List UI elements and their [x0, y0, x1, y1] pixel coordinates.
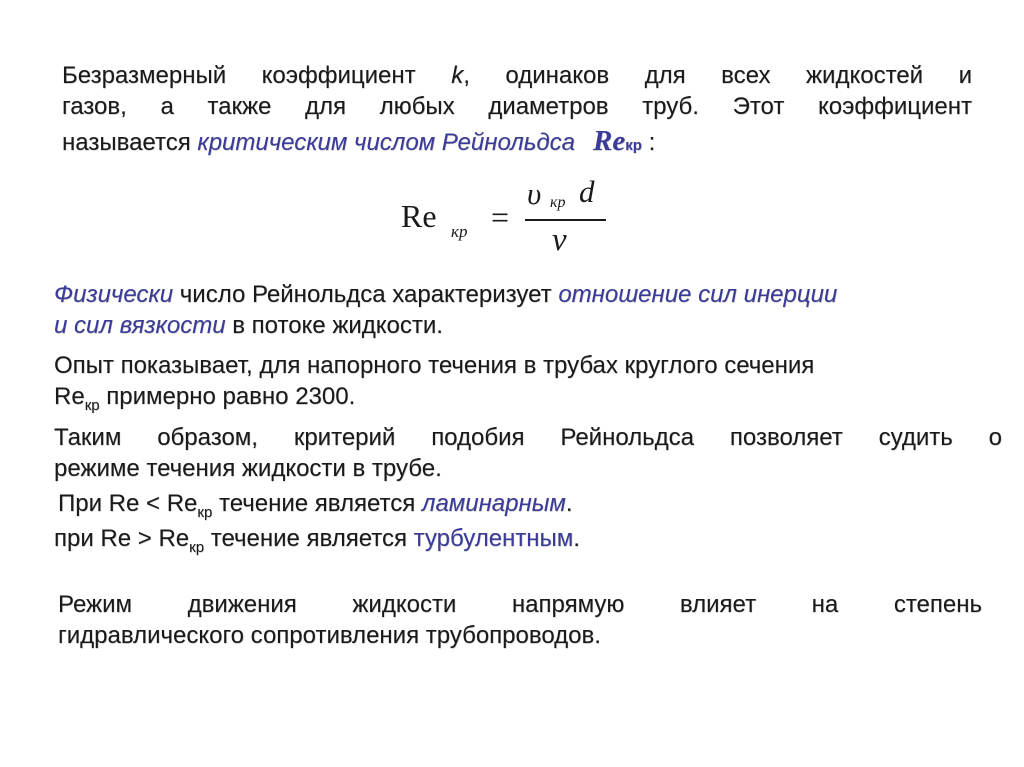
- criterion-paragraph: Таким образом, критерий подобия Рейнольдса позволяет судить о режиме течения жидкости в трубе.: [54, 424, 1002, 482]
- laminar-line: При $Re < Re_{кр}$ течение является ламинарным.: [58, 490, 573, 521]
- fraction-bar: [525, 219, 606, 221]
- critical-reynolds-term: критическим числом Рейнольдса: [197, 129, 576, 156]
- physical-meaning-paragraph: Физически число Рейнольдса характеризует отношение сил инерции и сил вязкости в потоке жидкости.: [54, 281, 838, 339]
- k-symbol: k: [451, 62, 464, 89]
- intro-paragraph: [62, 60, 972, 161]
- intro-line-3: называется критическим числом Рейнольдса Reкр :: [62, 125, 656, 157]
- re-critical-symbol: Re: [593, 125, 626, 157]
- laminar-term: ламинарным: [421, 490, 566, 517]
- experiment-paragraph: Опыт показывает, для напорного течения в трубах круглого сечения $Re_{кр}$ примерно равно 2300.: [54, 352, 815, 414]
- reynolds-formula: Re кр = υ кр d ν: [401, 176, 611, 264]
- intro-line-2: газов, а также для любых диаметров труб. Этот коэффициент: [62, 93, 972, 120]
- intro-line-1: Безразмерный коэффициент k, одинаков для всех жидкостей и: [62, 62, 972, 89]
- turbulent-line: при $Re > Re_{кр}$ течение является турбулентным.: [54, 525, 580, 556]
- turbulent-term: турбулентным: [413, 525, 574, 552]
- resistance-paragraph: Режим движения жидкости напрямую влияет на степень гидравлического сопротивления трубопроводов.: [58, 591, 982, 649]
